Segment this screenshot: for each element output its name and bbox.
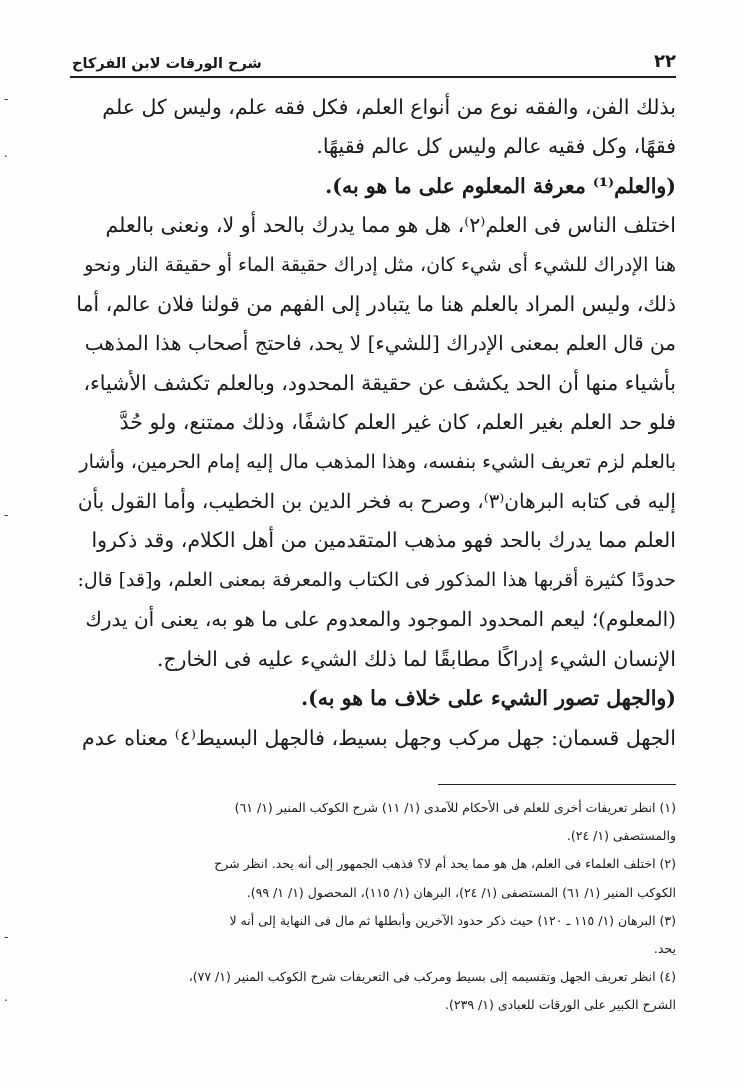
footnote-separator: [438, 784, 676, 785]
page-header: [72, 44, 676, 72]
text-line: ذلك، وليس المراد بالعلم هنا ما يتبادر إلى الفهم من قولنا فلان عالم، أما: [76, 292, 676, 317]
text-line: الجهل قسمان: جهل مركب وجهل بسيط، فالجهل البسيط⁽٤⁾ معناه عدم: [82, 725, 676, 750]
footnote-line: يحد.: [653, 941, 676, 957]
matn-heading: (والعلم⁽¹⁾ معرفة المعلوم على ما هو به).: [325, 173, 676, 198]
text-line: بذلك الفن، والفقه نوع من أنواع العلم، فكل فقه علم، وليس كل علم: [102, 95, 676, 119]
footnote-line: والمستصفى (١/ ٢٤).: [566, 828, 676, 844]
running-title: شرح الورقات لابن الفركاح: [72, 56, 262, 72]
text-line: الإنسان الشيء إدراكًا مطابقًا لما ذلك الشيء عليه فى الخارج.: [156, 646, 676, 671]
footnote-line: الشرح الكبير على الورقات للعبادى (١/ ٢٣٩).: [445, 997, 676, 1013]
text-line: فقهًا، وكل فقيه عالم وليس كل عالم فقيهًا.: [316, 134, 676, 159]
footnote-line: (٤) انظر تعريف الجهل وتقسيمه إلى بسيط ومركب فى التعريفات شرح الكوكب المنير (١/ ٧٧)،: [188, 969, 676, 985]
text-line: هنا الإدراك للشيء أى شيء كان، مثل إدراك حقيقة الماء أو حقيقة النار ونحو: [84, 253, 676, 276]
text-line: بالعلم لزم تعريف الشيء بنفسه، وهذا المذهب مال إليه إمام الحرمين، وأشار: [79, 450, 676, 473]
scan-margin-mark: -: [4, 508, 9, 522]
scan-margin-mark: -: [4, 930, 9, 944]
footnote-line: الكوكب المنير (١/ ٦١) المستصفى (١/ ٢٤)، البرهان (١/ ١١٥)، المحصول (١/ ١/ ٩٩).: [246, 884, 676, 900]
footnotes: [72, 794, 676, 1020]
scan-margin-mark: -: [4, 92, 9, 106]
footnote-line: (٢) اختلف العلماء فى العلم، هل هو مما يحد أم لا؟ فذهب الجمهور إلى أنه يحد. انظر شرح: [214, 856, 676, 872]
scan-margin-mark: .: [4, 146, 8, 160]
text-line: إليه فى كتابه البرهان⁽٣⁾، وصرح به فخر الدين بن الخطيب، وأما القول بأن: [77, 489, 676, 514]
page-number: ٢٢: [654, 51, 676, 72]
scan-margin-mark: .: [4, 990, 8, 1004]
text-line: العلم مما يدرك بالحد فهو مذهب المتقدمين من أهل الكلام، وقد ذكروا: [91, 528, 676, 553]
text-line: حدودًا كثيرة أقربها هذا المذكور فى الكتاب والمعرفة بمعنى العلم، و[قد] قال:: [77, 568, 676, 591]
matn-heading: (والجهل تصور الشيء على خلاف ما هو به).: [300, 686, 676, 711]
text-line: من قال العلم بمعنى الإدراك [للشيء] لا يحد، فاحتج أصحاب هذا المذهب: [84, 331, 676, 356]
text-line: (المعلوم)؛ ليعم المحدود الموجود والمعدوم على ما هو به، يعنى أن يدرك: [85, 607, 676, 632]
text-line: اختلف الناس فى العلم⁽٢⁾، هل هو مما يدرك بالحد أو لا، ونعنى بالعلم: [105, 213, 676, 238]
footnote-line: (١) انظر تعريفات أخرى للعلم فى الأحكام للآمدى (١/ ١١) شرح الكوكب المنير (١/ ٦١): [234, 800, 676, 815]
main-text: [72, 88, 676, 758]
text-line: فلو حد العلم بغير العلم، كان غير العلم كاشفًا، وذلك ممتنع، ولو حُدَّ: [119, 410, 676, 435]
text-line: بأشياء منها أن الحد يكشف عن حقيقة المحدود، وبالعلم تكشف الأشياء،: [83, 370, 676, 395]
header-rule: [70, 76, 676, 78]
footnote-line: (٣) البرهان (١/ ١١٥ ـ ١٢٠) حيث ذكر حدود الآخرين وأبطلها ثم مال فى النهاية إلى أنه لا: [229, 912, 676, 928]
